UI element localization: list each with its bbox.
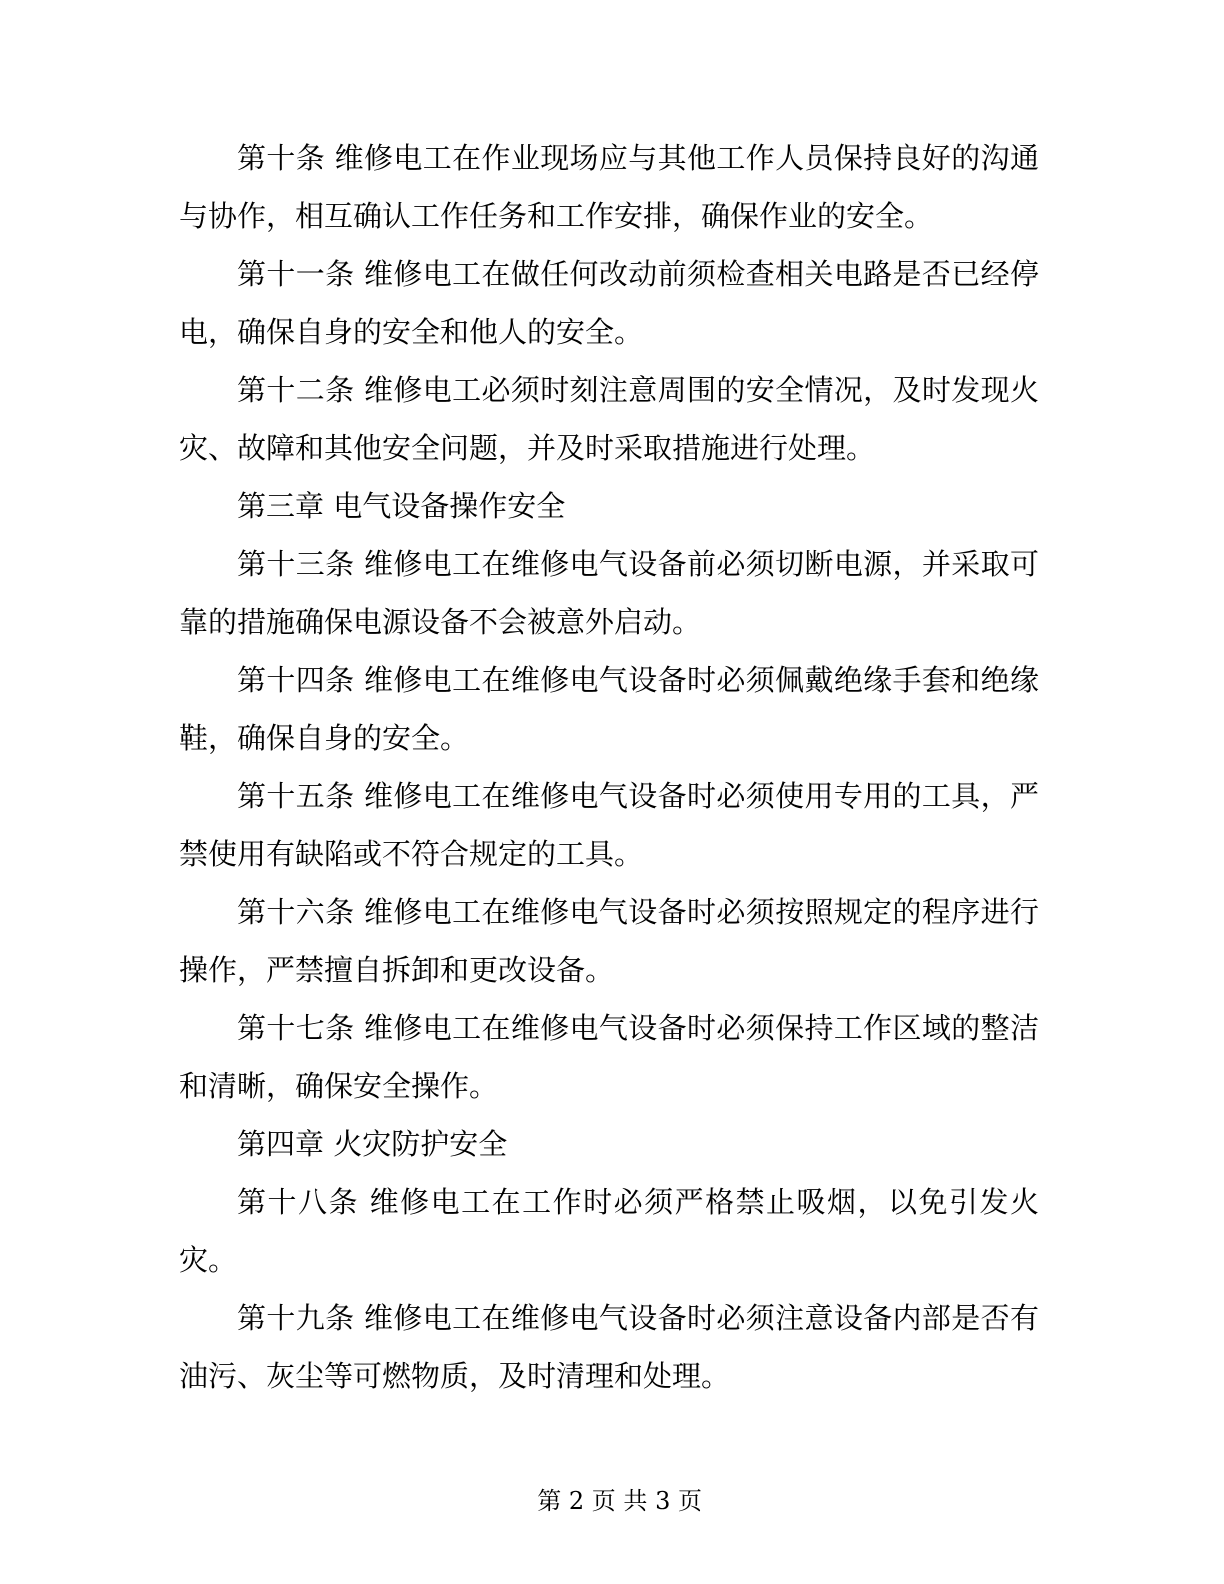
article-12: 第十二条 维修电工必须时刻注意周围的安全情况，及时发现火灾、故障和其他安全问题，并及时采取措施进行处理。 <box>179 373 1039 465</box>
article-18: 第十八条 维修电工在工作时必须严格禁止吸烟，以免引发火灾。 <box>179 1185 1039 1277</box>
article-17: 第十七条 维修电工在维修电气设备时必须保持工作区域的整洁和清晰，确保安全操作。 <box>179 1011 1039 1103</box>
page-footer <box>0 1456 1224 1516</box>
page-number: 第 2 页 共 3 页 <box>537 1487 702 1515</box>
article-13: 第十三条 维修电工在维修电气设备前必须切断电源，并采取可靠的措施确保电源设备不会被意外启动。 <box>179 547 1039 639</box>
document-body <box>179 129 1039 1405</box>
article-15: 第十五条 维修电工在维修电气设备时必须使用专用的工具，严禁使用有缺陷或不符合规定的工具。 <box>179 779 1039 871</box>
article-14: 第十四条 维修电工在维修电气设备时必须佩戴绝缘手套和绝缘鞋，确保自身的安全。 <box>179 663 1039 755</box>
article-10: 第十条 维修电工在作业现场应与其他工作人员保持良好的沟通与协作，相互确认工作任务和工作安排，确保作业的安全。 <box>179 141 1039 233</box>
chapter-3-heading: 第三章 电气设备操作安全 <box>237 489 566 523</box>
article-11: 第十一条 维修电工在做任何改动前须检查相关电路是否已经停电，确保自身的安全和他人的安全。 <box>179 257 1039 349</box>
article-19: 第十九条 维修电工在维修电气设备时必须注意设备内部是否有油污、灰尘等可燃物质，及时清理和处理。 <box>179 1301 1039 1393</box>
article-16: 第十六条 维修电工在维修电气设备时必须按照规定的程序进行操作，严禁擅自拆卸和更改设备。 <box>179 895 1039 987</box>
chapter-4-heading: 第四章 火灾防护安全 <box>237 1127 508 1161</box>
